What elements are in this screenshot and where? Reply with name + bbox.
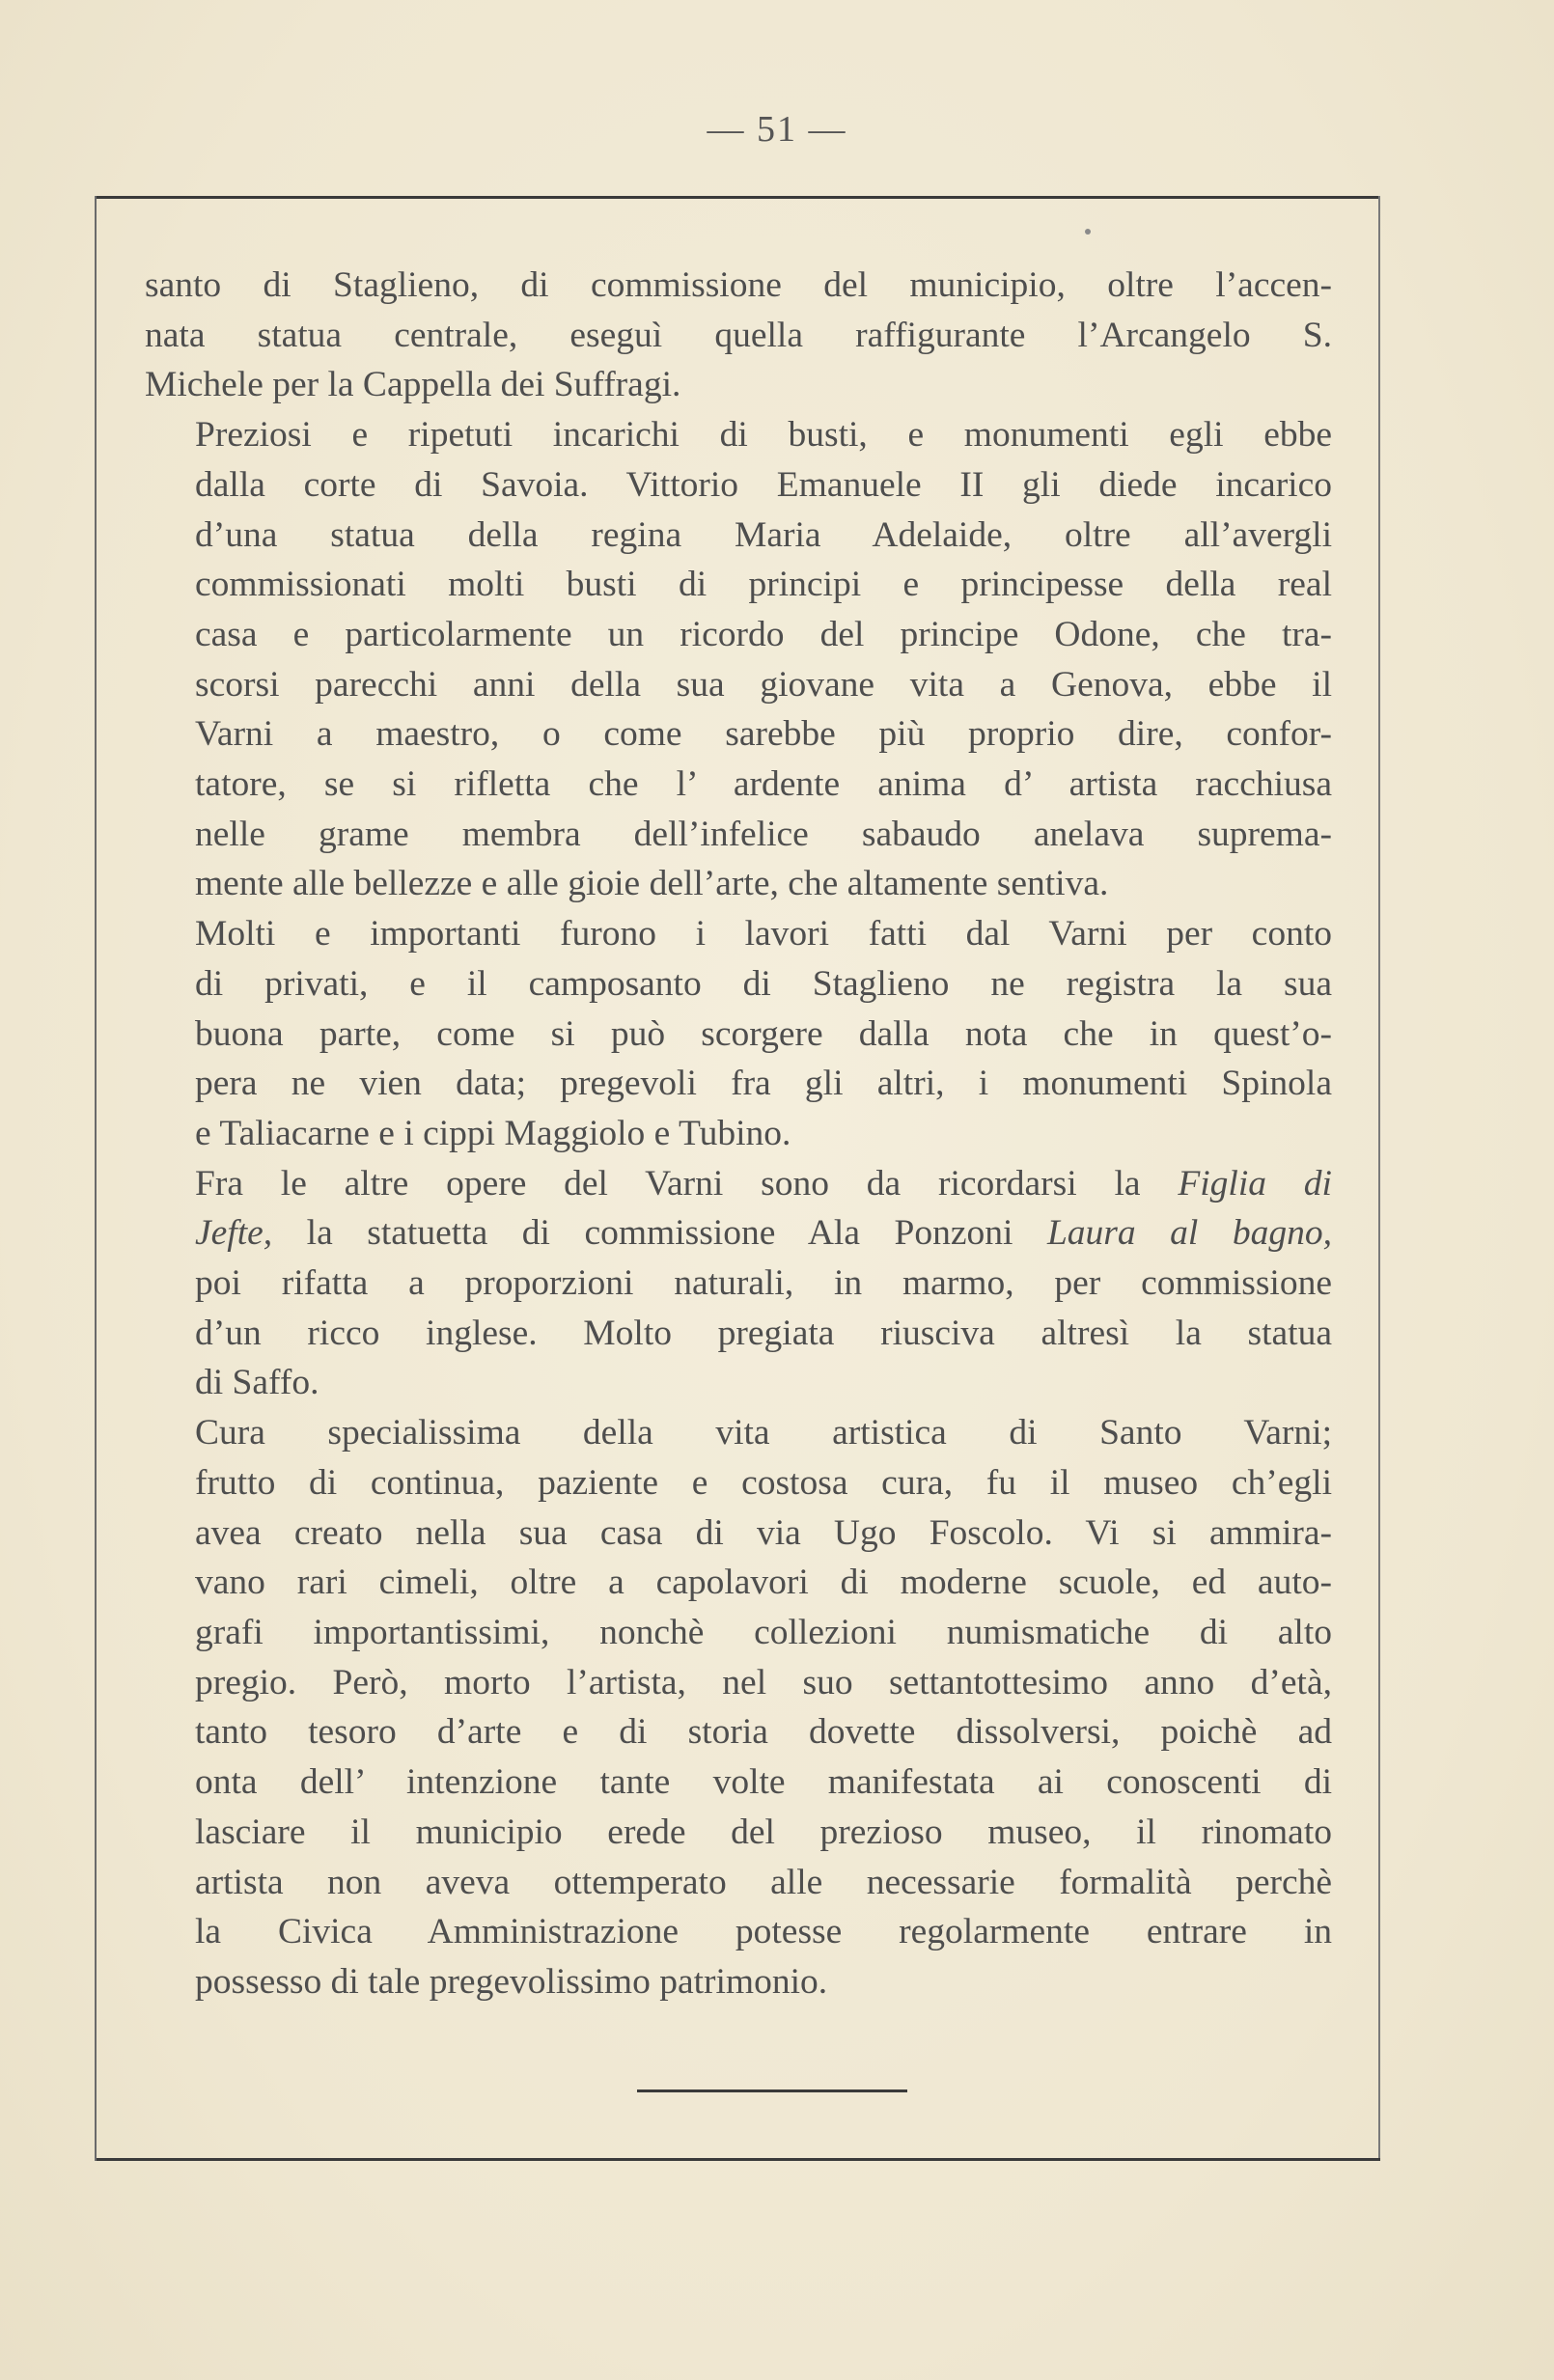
frame-left-rule xyxy=(95,196,97,2161)
paragraph xyxy=(145,410,1332,909)
text-line: avea creato nella sua casa di via Ugo Foscolo. Vi si ammira- xyxy=(195,1512,1332,1553)
text-line: possesso di tale pregevolissimo patrimonio. xyxy=(195,1961,828,2002)
end-rule xyxy=(637,2089,907,2092)
text-line: dalla corte di Savoia. Vittorio Emanuele II gli diede incarico xyxy=(195,464,1332,505)
text-line: Molti e importanti furono i lavori fatti dal Varni per conto xyxy=(195,914,1332,955)
text-line: Cura specialissima della vita artistica di Santo Varni; xyxy=(195,1413,1332,1453)
text-line: e Taliacarne e i cippi Maggiolo e Tubino. xyxy=(195,1113,791,1153)
paragraph xyxy=(145,261,1332,410)
text-line: poi rifatta a proporzioni naturali, in marmo, per commissione xyxy=(195,1263,1332,1304)
text-line: commissionati molti busti di principi e principesse della real xyxy=(195,565,1332,605)
text-line: Jefte, la statuetta di commissione Ala Ponzoni Laura al bagno, xyxy=(195,1213,1333,1254)
text-line: nelle grame membra dell’infelice sabaudo anelava suprema- xyxy=(195,814,1332,854)
text-line: frutto di continua, paziente e costosa cura, fu il museo ch’egli xyxy=(195,1462,1332,1503)
text-line: pera ne vien data; pregevoli fra gli altri, i monumenti Spinola xyxy=(195,1064,1332,1104)
page-number: — 51 — xyxy=(707,109,847,150)
text-line: santo di Staglieno, di commissione del municipio, oltre l’accen- xyxy=(145,265,1332,305)
paragraph xyxy=(145,909,1332,1159)
text-line: lasciare il municipio erede del prezioso museo, il rinomato xyxy=(195,1812,1332,1852)
text-line: di Saffo. xyxy=(195,1363,319,1403)
text-line: Michele per la Cappella dei Suffragi. xyxy=(145,365,681,405)
frame-bottom-rule xyxy=(97,2158,1380,2161)
text-line: buona parte, come si può scorgere dalla nota che in quest’o- xyxy=(195,1013,1332,1054)
text-line: tatore, se si rifletta che l’ ardente anima d’ artista racchiusa xyxy=(195,764,1332,805)
text-line: casa e particolarmente un ricordo del principe Odone, che tra- xyxy=(195,614,1332,654)
text-line: d’una statua della regina Maria Adelaide, oltre all’avergli xyxy=(195,514,1332,555)
body-text xyxy=(145,261,1332,2007)
text-line: artista non aveva ottemperato alle necessarie formalità perchè xyxy=(195,1862,1332,1902)
paragraph xyxy=(145,1159,1332,1409)
frame-top-rule xyxy=(97,196,1380,199)
text-line: pregio. Però, morto l’artista, nel suo settantottesimo anno d’età, xyxy=(195,1662,1332,1702)
paragraph xyxy=(145,1408,1332,2006)
text-line: di privati, e il camposanto di Staglieno ne registra la sua xyxy=(195,963,1332,1004)
text-line: tanto tesoro d’arte e di storia dovette dissolversi, poichè ad xyxy=(195,1712,1332,1753)
text-line: d’un ricco inglese. Molto pregiata riusciva altresì la statua xyxy=(195,1313,1332,1353)
text-line: mente alle bellezze e alle gioie dell’arte, che altamente sentiva. xyxy=(195,864,1109,904)
text-line: Fra le altre opere del Varni sono da ricordarsi la Figlia di xyxy=(195,1163,1332,1204)
text-line: vano rari cimeli, oltre a capolavori di moderne scuole, ed auto- xyxy=(195,1563,1332,1603)
text-line: onta dell’ intenzione tante volte manifestata ai conoscenti di xyxy=(195,1762,1332,1803)
ink-speck xyxy=(1085,229,1091,235)
text-line: scorsi parecchi anni della sua giovane vita a Genova, ebbe il xyxy=(195,664,1332,705)
text-line: Varni a maestro, o come sarebbe più proprio dire, confor- xyxy=(195,714,1332,755)
text-line: Preziosi e ripetuti incarichi di busti, e monumenti egli ebbe xyxy=(195,415,1332,456)
text-line: la Civica Amministrazione potesse regolarmente entrare in xyxy=(195,1912,1332,1952)
frame-right-rule xyxy=(1378,196,1380,2161)
text-line: grafi importantissimi, nonchè collezioni numismatiche di alto xyxy=(195,1612,1332,1652)
text-line: nata statua centrale, eseguì quella raffigurante l’Arcangelo S. xyxy=(145,315,1332,355)
